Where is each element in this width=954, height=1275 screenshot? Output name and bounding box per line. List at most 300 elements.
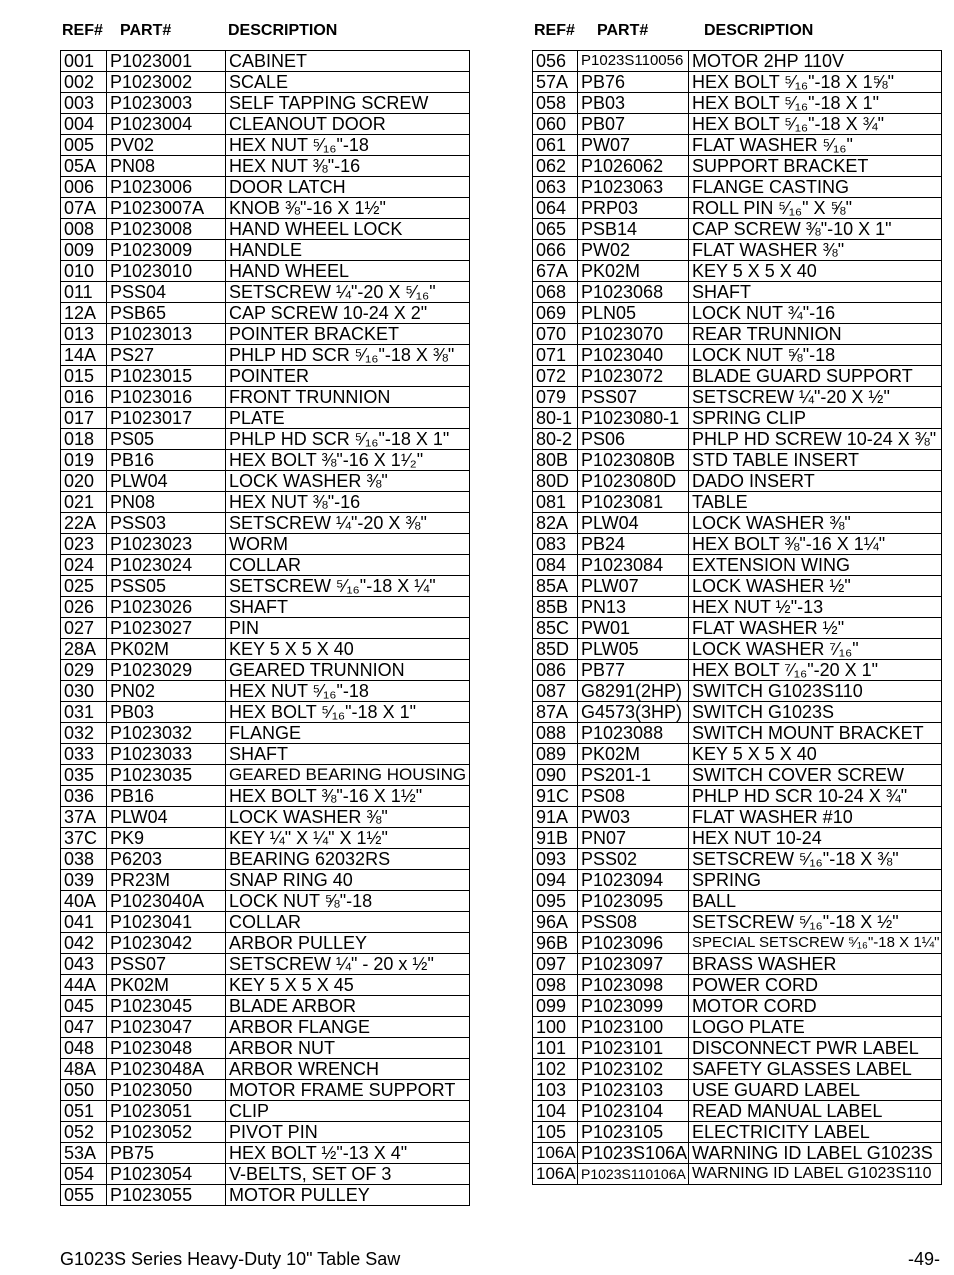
description-cell: ARBOR PULLEY bbox=[226, 933, 470, 954]
table-row bbox=[533, 261, 942, 282]
ref-cell: 48A bbox=[61, 1059, 107, 1080]
part-cell: PSB65 bbox=[107, 303, 226, 324]
part-cell: PS06 bbox=[578, 429, 689, 450]
part-cell: P1023023 bbox=[107, 534, 226, 555]
description-cell: LOCK WASHER ⅜" bbox=[689, 513, 942, 534]
ref-cell: 96B bbox=[533, 933, 578, 954]
description-cell: FLANGE bbox=[226, 723, 470, 744]
description-cell: HEX NUT ⅜"-16 bbox=[226, 492, 470, 513]
table-row bbox=[61, 1164, 470, 1185]
description-cell: MOTOR CORD bbox=[689, 996, 942, 1017]
part-cell: P1023015 bbox=[107, 366, 226, 387]
ref-cell: 054 bbox=[61, 1164, 107, 1185]
table-row bbox=[533, 1080, 942, 1101]
ref-cell: 058 bbox=[533, 93, 578, 114]
ref-cell: 061 bbox=[533, 135, 578, 156]
description-cell: HEX BOLT ⁵⁄₁₆"-18 X 1" bbox=[226, 702, 470, 723]
left-description-header: DESCRIPTION bbox=[228, 22, 338, 39]
ref-cell: 056 bbox=[533, 51, 578, 72]
description-cell: HAND WHEEL LOCK bbox=[226, 219, 470, 240]
ref-cell: 105 bbox=[533, 1122, 578, 1143]
ref-cell: 031 bbox=[61, 702, 107, 723]
ref-cell: 91C bbox=[533, 786, 578, 807]
part-cell: PLN05 bbox=[578, 303, 689, 324]
table-row bbox=[61, 1143, 470, 1164]
part-cell: G8291(2HP) bbox=[578, 681, 689, 702]
part-cell: PW02 bbox=[578, 240, 689, 261]
ref-cell: 106A bbox=[533, 1164, 578, 1185]
table-row bbox=[533, 933, 942, 954]
part-cell: PK02M bbox=[578, 261, 689, 282]
ref-cell: 80-1 bbox=[533, 408, 578, 429]
part-cell: PW01 bbox=[578, 618, 689, 639]
description-cell: SPRING CLIP bbox=[689, 408, 942, 429]
table-row bbox=[533, 786, 942, 807]
ref-cell: 53A bbox=[61, 1143, 107, 1164]
ref-cell: 021 bbox=[61, 492, 107, 513]
table-row bbox=[533, 912, 942, 933]
description-cell: ARBOR WRENCH bbox=[226, 1059, 470, 1080]
ref-cell: 013 bbox=[61, 324, 107, 345]
ref-cell: 039 bbox=[61, 870, 107, 891]
ref-cell: 103 bbox=[533, 1080, 578, 1101]
table-row bbox=[533, 996, 942, 1017]
ref-cell: 67A bbox=[533, 261, 578, 282]
ref-cell: 37A bbox=[61, 807, 107, 828]
ref-cell: 052 bbox=[61, 1122, 107, 1143]
part-cell: P6203 bbox=[107, 849, 226, 870]
part-cell: P1023080-1 bbox=[578, 408, 689, 429]
table-row bbox=[533, 870, 942, 891]
description-cell: GEARED TRUNNION bbox=[226, 660, 470, 681]
part-cell: PK02M bbox=[107, 975, 226, 996]
ref-cell: 069 bbox=[533, 303, 578, 324]
description-cell: CLEANOUT DOOR bbox=[226, 114, 470, 135]
part-cell: P1023088 bbox=[578, 723, 689, 744]
part-cell: PLW04 bbox=[107, 471, 226, 492]
page-number: -49- bbox=[907, 1249, 940, 1269]
part-cell: P1023100 bbox=[578, 1017, 689, 1038]
description-cell: KEY 5 X 5 X 40 bbox=[226, 639, 470, 660]
description-cell: WARNING ID LABEL G1023S bbox=[689, 1143, 942, 1164]
description-cell: V-BELTS, SET OF 3 bbox=[226, 1164, 470, 1185]
ref-cell: 027 bbox=[61, 618, 107, 639]
table-row bbox=[533, 324, 942, 345]
part-cell: PB76 bbox=[578, 72, 689, 93]
ref-cell: 019 bbox=[61, 450, 107, 471]
table-row bbox=[61, 303, 470, 324]
description-cell: SNAP RING 40 bbox=[226, 870, 470, 891]
ref-cell: 032 bbox=[61, 723, 107, 744]
description-cell: ELECTRICITY LABEL bbox=[689, 1122, 942, 1143]
description-cell: HEX NUT ⁵⁄₁₆"-18 bbox=[226, 135, 470, 156]
description-cell: HEX BOLT ⅜"-16 X 1¹⁄₂" bbox=[226, 450, 470, 471]
description-cell: KNOB ⅜"-16 X 1½" bbox=[226, 198, 470, 219]
part-cell: P1023070 bbox=[578, 324, 689, 345]
table-row bbox=[61, 282, 470, 303]
part-cell: P1023080D bbox=[578, 471, 689, 492]
ref-cell: 038 bbox=[61, 849, 107, 870]
table-row bbox=[533, 114, 942, 135]
part-cell: P1023103 bbox=[578, 1080, 689, 1101]
ref-cell: 22A bbox=[61, 513, 107, 534]
description-cell: POWER CORD bbox=[689, 975, 942, 996]
description-cell: POINTER bbox=[226, 366, 470, 387]
part-cell: PSS04 bbox=[107, 282, 226, 303]
description-cell: USE GUARD LABEL bbox=[689, 1080, 942, 1101]
part-cell: P1023009 bbox=[107, 240, 226, 261]
part-cell: P1023101 bbox=[578, 1038, 689, 1059]
part-cell: P1023068 bbox=[578, 282, 689, 303]
ref-cell: 089 bbox=[533, 744, 578, 765]
table-row bbox=[533, 1059, 942, 1080]
part-cell: PN08 bbox=[107, 156, 226, 177]
description-cell: SWITCH G1023S bbox=[689, 702, 942, 723]
ref-cell: 80D bbox=[533, 471, 578, 492]
table-row bbox=[533, 240, 942, 261]
table-row bbox=[61, 786, 470, 807]
description-cell: SWITCH COVER SCREW bbox=[689, 765, 942, 786]
part-cell: PN08 bbox=[107, 492, 226, 513]
part-cell: P1023055 bbox=[107, 1185, 226, 1206]
description-cell: KEY 5 X 5 X 40 bbox=[689, 744, 942, 765]
ref-cell: 090 bbox=[533, 765, 578, 786]
ref-cell: 042 bbox=[61, 933, 107, 954]
table-row bbox=[533, 891, 942, 912]
description-cell: EXTENSION WING bbox=[689, 555, 942, 576]
ref-cell: 026 bbox=[61, 597, 107, 618]
ref-cell: 96A bbox=[533, 912, 578, 933]
part-cell: P1023063 bbox=[578, 177, 689, 198]
description-cell: LOCK WASHER ½" bbox=[689, 576, 942, 597]
table-row bbox=[533, 975, 942, 996]
right-part-header: PART# bbox=[597, 22, 649, 39]
description-cell: KEY ¼" X ¼" X 1½" bbox=[226, 828, 470, 849]
ref-cell: 05A bbox=[61, 156, 107, 177]
description-cell: HEX BOLT ⅜"-16 X 1½" bbox=[226, 786, 470, 807]
table-row bbox=[61, 51, 470, 72]
table-row bbox=[533, 1038, 942, 1059]
table-row bbox=[61, 1038, 470, 1059]
table-row bbox=[533, 219, 942, 240]
part-cell: G4573(3HP) bbox=[578, 702, 689, 723]
part-cell: P1023105 bbox=[578, 1122, 689, 1143]
table-row bbox=[533, 282, 942, 303]
description-cell: STD TABLE INSERT bbox=[689, 450, 942, 471]
part-cell: P1023027 bbox=[107, 618, 226, 639]
ref-cell: 004 bbox=[61, 114, 107, 135]
description-cell: BALL bbox=[689, 891, 942, 912]
table-row bbox=[533, 492, 942, 513]
description-cell: CABINET bbox=[226, 51, 470, 72]
table-row bbox=[61, 345, 470, 366]
description-cell: WORM bbox=[226, 534, 470, 555]
table-row bbox=[61, 534, 470, 555]
description-cell: BRASS WASHER bbox=[689, 954, 942, 975]
table-row bbox=[61, 513, 470, 534]
left-parts-table bbox=[60, 50, 470, 1206]
part-cell: PB16 bbox=[107, 786, 226, 807]
table-row bbox=[61, 555, 470, 576]
part-cell: PB03 bbox=[578, 93, 689, 114]
ref-cell: 91B bbox=[533, 828, 578, 849]
ref-cell: 07A bbox=[61, 198, 107, 219]
description-cell: HEX BOLT ⁷⁄₁₆"-20 X 1" bbox=[689, 660, 942, 681]
table-row bbox=[61, 114, 470, 135]
description-cell: TABLE bbox=[689, 492, 942, 513]
description-cell: MOTOR PULLEY bbox=[226, 1185, 470, 1206]
ref-cell: 062 bbox=[533, 156, 578, 177]
part-cell: P1023104 bbox=[578, 1101, 689, 1122]
description-cell: FLAT WASHER #10 bbox=[689, 807, 942, 828]
description-cell: HEX BOLT ⁵⁄₁₆"-18 X 1⅝" bbox=[689, 72, 942, 93]
table-row bbox=[533, 450, 942, 471]
table-row bbox=[61, 975, 470, 996]
description-cell: HEX NUT 10-24 bbox=[689, 828, 942, 849]
part-cell: P1023026 bbox=[107, 597, 226, 618]
ref-cell: 064 bbox=[533, 198, 578, 219]
part-cell: P1023004 bbox=[107, 114, 226, 135]
description-cell: LOCK WASHER ⁷⁄₁₆" bbox=[689, 639, 942, 660]
ref-cell: 017 bbox=[61, 408, 107, 429]
table-row bbox=[533, 555, 942, 576]
part-cell: P1023099 bbox=[578, 996, 689, 1017]
left-part-header: PART# bbox=[120, 22, 172, 39]
description-cell: SAFETY GLASSES LABEL bbox=[689, 1059, 942, 1080]
description-cell: LOCK NUT ⅝"-18 bbox=[226, 891, 470, 912]
part-cell: P1023098 bbox=[578, 975, 689, 996]
ref-cell: 072 bbox=[533, 366, 578, 387]
table-row bbox=[61, 387, 470, 408]
part-cell: PB75 bbox=[107, 1143, 226, 1164]
ref-cell: 40A bbox=[61, 891, 107, 912]
table-row bbox=[533, 807, 942, 828]
ref-cell: 80-2 bbox=[533, 429, 578, 450]
description-cell: FLAT WASHER ½" bbox=[689, 618, 942, 639]
ref-cell: 102 bbox=[533, 1059, 578, 1080]
description-cell: REAR TRUNNION bbox=[689, 324, 942, 345]
description-cell: LOCK NUT ¾"-16 bbox=[689, 303, 942, 324]
ref-cell: 016 bbox=[61, 387, 107, 408]
part-cell: P1023094 bbox=[578, 870, 689, 891]
table-row bbox=[533, 156, 942, 177]
part-cell: PV02 bbox=[107, 135, 226, 156]
ref-cell: 084 bbox=[533, 555, 578, 576]
ref-cell: 020 bbox=[61, 471, 107, 492]
description-cell: HEX NUT ⁵⁄₁₆"-18 bbox=[226, 681, 470, 702]
table-row bbox=[61, 702, 470, 723]
part-cell: P1023042 bbox=[107, 933, 226, 954]
description-cell: HEX NUT ½"-13 bbox=[689, 597, 942, 618]
table-row bbox=[61, 408, 470, 429]
ref-cell: 071 bbox=[533, 345, 578, 366]
description-cell: PIN bbox=[226, 618, 470, 639]
part-cell: PB16 bbox=[107, 450, 226, 471]
part-cell: PLW04 bbox=[578, 513, 689, 534]
part-cell: P1023052 bbox=[107, 1122, 226, 1143]
description-cell: SHAFT bbox=[689, 282, 942, 303]
ref-cell: 083 bbox=[533, 534, 578, 555]
ref-cell: 14A bbox=[61, 345, 107, 366]
ref-cell: 045 bbox=[61, 996, 107, 1017]
part-cell: PSS05 bbox=[107, 576, 226, 597]
description-cell: ROLL PIN ⁵⁄₁₆" X ⅝" bbox=[689, 198, 942, 219]
table-row bbox=[61, 576, 470, 597]
ref-cell: 023 bbox=[61, 534, 107, 555]
table-row bbox=[533, 198, 942, 219]
table-row bbox=[61, 933, 470, 954]
part-cell: P1023081 bbox=[578, 492, 689, 513]
part-cell: P1023095 bbox=[578, 891, 689, 912]
ref-cell: 047 bbox=[61, 1017, 107, 1038]
part-cell: P1023001 bbox=[107, 51, 226, 72]
footer-title: G1023S Series Heavy-Duty 10" Table Saw bbox=[60, 1249, 401, 1269]
table-row bbox=[533, 471, 942, 492]
description-cell: FRONT TRUNNION bbox=[226, 387, 470, 408]
ref-cell: 088 bbox=[533, 723, 578, 744]
ref-cell: 002 bbox=[61, 72, 107, 93]
part-cell: P1023010 bbox=[107, 261, 226, 282]
ref-cell: 051 bbox=[61, 1101, 107, 1122]
ref-cell: 063 bbox=[533, 177, 578, 198]
right-ref-header: REF# bbox=[534, 22, 575, 39]
table-row bbox=[533, 1017, 942, 1038]
description-cell: MOTOR 2HP 110V bbox=[689, 51, 942, 72]
part-cell: PB24 bbox=[578, 534, 689, 555]
part-cell: PLW07 bbox=[578, 576, 689, 597]
description-cell: LOCK NUT ⅝"-18 bbox=[689, 345, 942, 366]
part-cell: P1023017 bbox=[107, 408, 226, 429]
table-row bbox=[61, 828, 470, 849]
table-row bbox=[533, 345, 942, 366]
part-cell: P1023047 bbox=[107, 1017, 226, 1038]
ref-cell: 093 bbox=[533, 849, 578, 870]
ref-cell: 098 bbox=[533, 975, 578, 996]
ref-cell: 37C bbox=[61, 828, 107, 849]
part-cell: PK9 bbox=[107, 828, 226, 849]
ref-cell: 066 bbox=[533, 240, 578, 261]
description-cell: MOTOR FRAME SUPPORT bbox=[226, 1080, 470, 1101]
part-cell: P1023051 bbox=[107, 1101, 226, 1122]
table-row bbox=[533, 429, 942, 450]
part-cell: PSS08 bbox=[578, 912, 689, 933]
part-cell: P1023040A bbox=[107, 891, 226, 912]
description-cell: BLADE ARBOR bbox=[226, 996, 470, 1017]
ref-cell: 099 bbox=[533, 996, 578, 1017]
part-cell: P1023035 bbox=[107, 765, 226, 786]
part-cell: P1023S106A bbox=[578, 1143, 689, 1164]
description-cell: FLANGE CASTING bbox=[689, 177, 942, 198]
description-cell: DOOR LATCH bbox=[226, 177, 470, 198]
ref-cell: 030 bbox=[61, 681, 107, 702]
description-cell: SHAFT bbox=[226, 744, 470, 765]
part-cell: PB03 bbox=[107, 702, 226, 723]
description-cell: PHLP HD SCR ⁵⁄₁₆"-18 X ⅜" bbox=[226, 345, 470, 366]
part-cell: PSB14 bbox=[578, 219, 689, 240]
table-row bbox=[61, 1059, 470, 1080]
description-cell: DADO INSERT bbox=[689, 471, 942, 492]
part-cell: P1023013 bbox=[107, 324, 226, 345]
ref-cell: 44A bbox=[61, 975, 107, 996]
description-cell: LOCK WASHER ⅜" bbox=[226, 471, 470, 492]
ref-cell: 85A bbox=[533, 576, 578, 597]
part-cell: PS05 bbox=[107, 429, 226, 450]
table-row bbox=[61, 744, 470, 765]
description-cell: HEX BOLT ½"-13 X 4" bbox=[226, 1143, 470, 1164]
part-cell: P1023S110106A bbox=[578, 1164, 689, 1185]
table-row bbox=[61, 135, 470, 156]
description-cell: DISCONNECT PWR LABEL bbox=[689, 1038, 942, 1059]
table-row bbox=[61, 765, 470, 786]
ref-cell: 106A bbox=[533, 1143, 578, 1164]
part-cell: P1023050 bbox=[107, 1080, 226, 1101]
table-row bbox=[61, 954, 470, 975]
description-cell: SPRING bbox=[689, 870, 942, 891]
table-row bbox=[533, 513, 942, 534]
table-row bbox=[61, 261, 470, 282]
description-cell: CAP SCREW ⅜"-10 X 1" bbox=[689, 219, 942, 240]
ref-cell: 035 bbox=[61, 765, 107, 786]
ref-cell: 009 bbox=[61, 240, 107, 261]
description-cell: FLAT WASHER ⅜" bbox=[689, 240, 942, 261]
table-row bbox=[533, 597, 942, 618]
description-cell: PHLP HD SCR ⁵⁄₁₆"-18 X 1" bbox=[226, 429, 470, 450]
description-cell: PIVOT PIN bbox=[226, 1122, 470, 1143]
description-cell: PLATE bbox=[226, 408, 470, 429]
description-cell: ARBOR NUT bbox=[226, 1038, 470, 1059]
ref-cell: 081 bbox=[533, 492, 578, 513]
ref-cell: 015 bbox=[61, 366, 107, 387]
ref-cell: 043 bbox=[61, 954, 107, 975]
part-cell: PS27 bbox=[107, 345, 226, 366]
ref-cell: 068 bbox=[533, 282, 578, 303]
table-row bbox=[533, 1122, 942, 1143]
part-cell: P1023033 bbox=[107, 744, 226, 765]
description-cell: HANDLE bbox=[226, 240, 470, 261]
part-cell: P1023S110056 bbox=[578, 51, 689, 72]
ref-cell: 036 bbox=[61, 786, 107, 807]
ref-cell: 57A bbox=[533, 72, 578, 93]
description-cell: KEY 5 X 5 X 45 bbox=[226, 975, 470, 996]
table-row bbox=[61, 870, 470, 891]
description-cell: BEARING 62032RS bbox=[226, 849, 470, 870]
part-cell: P1023006 bbox=[107, 177, 226, 198]
ref-cell: 85B bbox=[533, 597, 578, 618]
table-row bbox=[61, 156, 470, 177]
table-row bbox=[61, 1080, 470, 1101]
part-cell: P1023016 bbox=[107, 387, 226, 408]
ref-cell: 048 bbox=[61, 1038, 107, 1059]
description-cell: SETSCREW ¼"-20 X ⁵⁄₁₆" bbox=[226, 282, 470, 303]
table-row bbox=[61, 1101, 470, 1122]
part-cell: P1023040 bbox=[578, 345, 689, 366]
part-cell: PSS07 bbox=[578, 387, 689, 408]
table-row bbox=[61, 1185, 470, 1206]
table-row bbox=[61, 240, 470, 261]
table-row bbox=[533, 387, 942, 408]
description-cell: COLLAR bbox=[226, 912, 470, 933]
table-row bbox=[61, 177, 470, 198]
right-parts-table bbox=[532, 50, 942, 1185]
description-cell: PHLP HD SCREW 10-24 X ⅜" bbox=[689, 429, 942, 450]
table-row bbox=[533, 177, 942, 198]
ref-cell: 100 bbox=[533, 1017, 578, 1038]
ref-cell: 060 bbox=[533, 114, 578, 135]
table-row bbox=[61, 324, 470, 345]
table-row bbox=[533, 660, 942, 681]
description-cell: SETSCREW ⁵⁄₁₆"-18 X ½" bbox=[689, 912, 942, 933]
description-cell: CLIP bbox=[226, 1101, 470, 1122]
